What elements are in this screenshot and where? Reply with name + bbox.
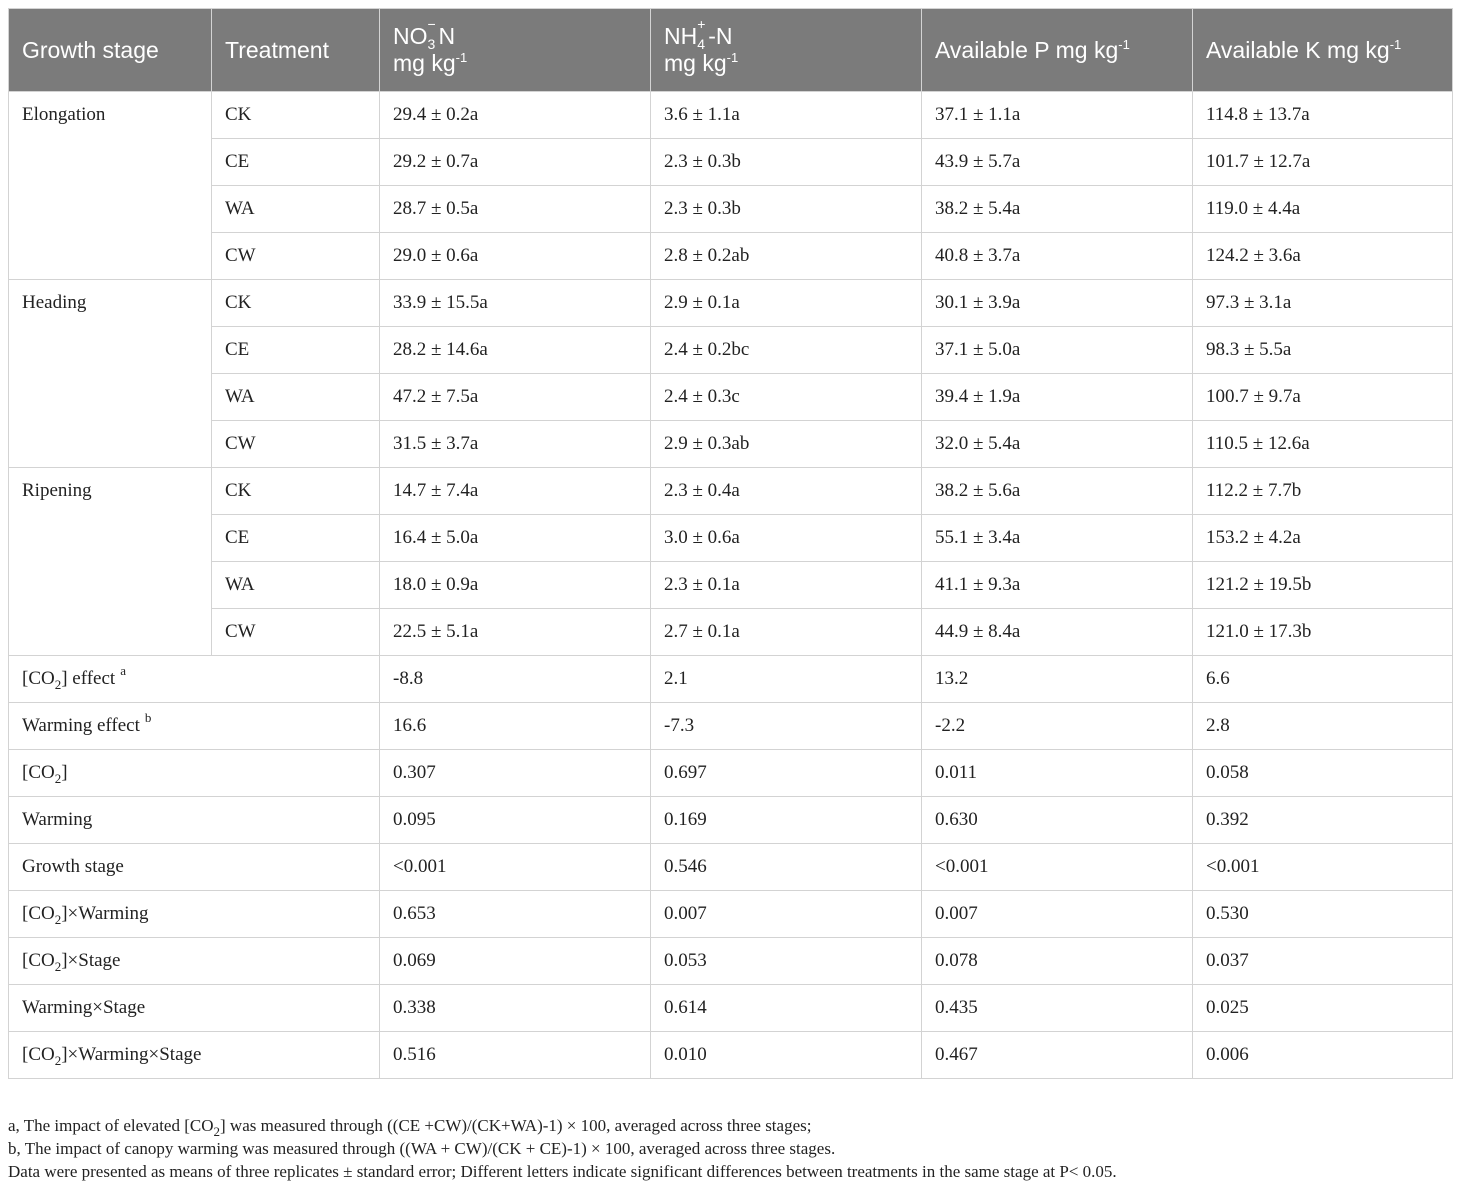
no3-cell: 29.2 ± 0.7a [380,139,651,186]
table-row [9,233,1453,280]
p-cell: 55.1 ± 3.4a [922,515,1193,562]
k-cell: 6.6 [1193,656,1453,703]
nh4-unit: mg $kg^{-1}$ [664,50,739,76]
table-row [9,327,1453,374]
table-row [9,374,1453,421]
treatment-cell: WA [212,374,380,421]
nh4-cell: 2.9 ± 0.3ab [651,421,922,468]
footnote-a: a, The impact of elevated $[CO_2]$ was measured through ((CE +CW)/(CK+WA)-1) × 100, averaged across three stages; [8,1116,812,1139]
no3-cell: 18.0 ± 0.9a [380,562,651,609]
anova-row [9,797,1453,844]
p-cell: -2.2 [922,703,1193,750]
p-cell: 38.2 ± 5.6a [922,468,1193,515]
no3-cell: 28.2 ± 14.6a [380,327,651,374]
k-cell: 114.8 ± 13.7a [1193,92,1453,139]
treatment-cell: CW [212,233,380,280]
p-cell: 38.2 ± 5.4a [922,186,1193,233]
p-cell: 40.8 ± 3.7a [922,233,1193,280]
p-cell: 39.4 ± 1.9a [922,374,1193,421]
header-growth-stage: Growth stage [9,9,212,92]
stage-cell: Elongation [9,92,212,280]
footnote-b: b, The impact of canopy warming was measured through ((WA + CW)/(CK + CE)-1) × 100, averaged across three stages. [8,1139,836,1158]
nh4-cell: 2.4 ± 0.3c [651,374,922,421]
no3-cell: 16.6 [380,703,651,750]
no3-cell: 47.2 ± 7.5a [380,374,651,421]
stage-cell: Heading [9,280,212,468]
treatment-cell: CW [212,609,380,656]
nh4-cell: 2.3 ± 0.3b [651,139,922,186]
treatment-cell: CK [212,280,380,327]
effect-label: $[CO_2]$ effect $^a$ [9,656,380,703]
header-no3-n [380,9,651,92]
anova-row [9,750,1453,797]
table-row [9,609,1453,656]
p-cell: <0.001 [922,844,1193,891]
anova-row [9,891,1453,938]
no3-unit: mg $kg^{-1}$ [393,50,468,76]
no3-cell: 16.4 ± 5.0a [380,515,651,562]
nh4-cell: 2.3 ± 0.4a [651,468,922,515]
anova-row [9,844,1453,891]
table-row [9,92,1453,139]
k-cell: 97.3 ± 3.1a [1193,280,1453,327]
anova-label: $[CO_2]\times Warming$ [9,891,380,938]
nutrient-table-container [8,8,1452,1079]
nh4-cell: -7.3 [651,703,922,750]
anova-label: Warming [9,797,380,844]
p-cell: 37.1 ± 1.1a [922,92,1193,139]
treatment-cell: CK [212,92,380,139]
nh4-cell: 0.546 [651,844,922,891]
table-row [9,139,1453,186]
footnote-data-note: Data were presented as means of three replicates ± standard error; Different letters indicate significant differences between treatments in the same stage at P< 0.05. [8,1162,1117,1181]
p-cell: 0.630 [922,797,1193,844]
k-cell: 2.8 [1193,703,1453,750]
table-footnotes [8,1114,1452,1183]
no3-cell: 0.338 [380,985,651,1032]
anova-row [9,985,1453,1032]
p-cell: 13.2 [922,656,1193,703]
anova-label: $[CO_2]\times Warming\times Stage$ [9,1032,380,1079]
k-cell: 98.3 ± 5.5a [1193,327,1453,374]
k-cell: 110.5 ± 12.6a [1193,421,1453,468]
table-row [9,421,1453,468]
no3-formula: NO − 3 N [393,16,456,52]
effect-row [9,703,1453,750]
nh4-cell: 2.3 ± 0.3b [651,186,922,233]
nh4-cell: 3.0 ± 0.6a [651,515,922,562]
k-cell: 119.0 ± 4.4a [1193,186,1453,233]
effect-row [9,656,1453,703]
no3-cell: 0.516 [380,1032,651,1079]
k-cell: 0.025 [1193,985,1453,1032]
k-cell: 121.2 ± 19.5b [1193,562,1453,609]
nh4-cell: 2.9 ± 0.1a [651,280,922,327]
nh4-cell: 2.4 ± 0.2bc [651,327,922,374]
k-cell: 0.392 [1193,797,1453,844]
k-cell: 0.006 [1193,1032,1453,1079]
header-nh4-n [651,9,922,92]
no3-cell: 14.7 ± 7.4a [380,468,651,515]
nh4-cell: 2.1 [651,656,922,703]
table-row [9,280,1453,327]
k-cell: <0.001 [1193,844,1453,891]
anova-row [9,1032,1453,1079]
header-available-p: Available P mg $kg^{-1}$ [922,9,1193,92]
no3-cell: <0.001 [380,844,651,891]
table-row [9,562,1453,609]
table-row [9,468,1453,515]
k-cell: 0.530 [1193,891,1453,938]
no3-cell: -8.8 [380,656,651,703]
p-cell: 30.1 ± 3.9a [922,280,1193,327]
k-cell: 101.7 ± 12.7a [1193,139,1453,186]
p-cell: 0.078 [922,938,1193,985]
treatment-cell: WA [212,562,380,609]
nh4-cell: 0.697 [651,750,922,797]
no3-cell: 0.307 [380,750,651,797]
treatment-cell: WA [212,186,380,233]
nh4-cell: 2.3 ± 0.1a [651,562,922,609]
no3-cell: 0.653 [380,891,651,938]
nh4-cell: 2.8 ± 0.2ab [651,233,922,280]
no3-cell: 29.0 ± 0.6a [380,233,651,280]
treatment-cell: CE [212,515,380,562]
no3-cell: 28.7 ± 0.5a [380,186,651,233]
k-cell: 0.058 [1193,750,1453,797]
header-treatment: Treatment [212,9,380,92]
p-cell: 37.1 ± 5.0a [922,327,1193,374]
k-cell: 0.037 [1193,938,1453,985]
no3-cell: 29.4 ± 0.2a [380,92,651,139]
soil-nutrient-table [8,8,1453,1079]
p-cell: 0.435 [922,985,1193,1032]
k-cell: 153.2 ± 4.2a [1193,515,1453,562]
k-cell: 121.0 ± 17.3b [1193,609,1453,656]
p-cell: 32.0 ± 5.4a [922,421,1193,468]
treatment-cell: CW [212,421,380,468]
p-cell: 41.1 ± 9.3a [922,562,1193,609]
nh4-cell: 0.169 [651,797,922,844]
k-cell: 112.2 ± 7.7b [1193,468,1453,515]
nh4-cell: 0.007 [651,891,922,938]
p-cell: 0.011 [922,750,1193,797]
no3-cell: 33.9 ± 15.5a [380,280,651,327]
no3-cell: 31.5 ± 3.7a [380,421,651,468]
anova-label: $[CO_2]$ [9,750,380,797]
nh4-cell: 0.053 [651,938,922,985]
p-cell: 44.9 ± 8.4a [922,609,1193,656]
treatment-cell: CK [212,468,380,515]
treatment-cell: CE [212,139,380,186]
no3-cell: 0.069 [380,938,651,985]
nh4-formula: NH + 4 -N [664,16,733,52]
k-cell: 124.2 ± 3.6a [1193,233,1453,280]
anova-label: Growth stage [9,844,380,891]
k-cell: 100.7 ± 9.7a [1193,374,1453,421]
nh4-cell: 2.7 ± 0.1a [651,609,922,656]
table-row [9,186,1453,233]
no3-cell: 0.095 [380,797,651,844]
effect-label: Warming effect $^b$ [9,703,380,750]
table-row [9,515,1453,562]
nh4-cell: 0.614 [651,985,922,1032]
header-row [9,9,1453,92]
anova-label: $[CO_2]\times Stage$ [9,938,380,985]
anova-row [9,938,1453,985]
no3-cell: 22.5 ± 5.1a [380,609,651,656]
p-cell: 43.9 ± 5.7a [922,139,1193,186]
p-cell: 0.467 [922,1032,1193,1079]
anova-label: Warming×Stage [9,985,380,1032]
p-cell: 0.007 [922,891,1193,938]
nh4-cell: 0.010 [651,1032,922,1079]
treatment-cell: CE [212,327,380,374]
header-available-k: Available K mg $kg^{-1}$ [1193,9,1453,92]
stage-cell: Ripening [9,468,212,656]
nh4-cell: 3.6 ± 1.1a [651,92,922,139]
